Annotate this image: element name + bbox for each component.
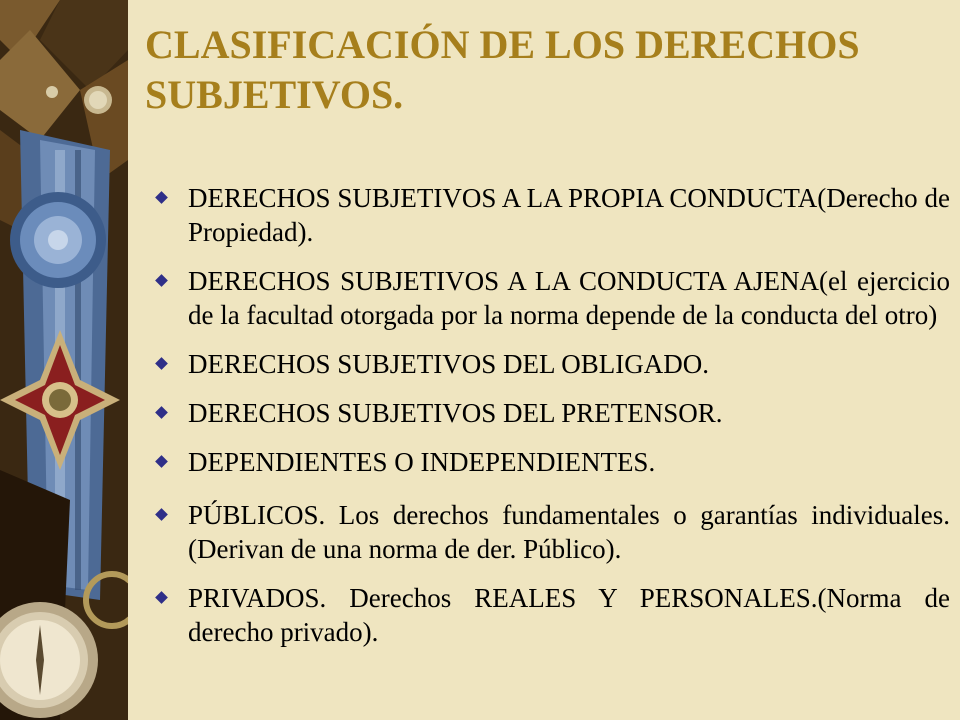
bullet-list: [154, 181, 950, 649]
bullet-item: [154, 581, 950, 649]
diamond-bullet-icon: [154, 445, 188, 479]
bullet-text: DERECHOS SUBJETIVOS DEL PRETENSOR.: [188, 398, 723, 428]
diamond-bullet-icon: [154, 396, 188, 430]
bullet-text: DEPENDIENTES O INDEPENDIENTES.: [188, 447, 656, 477]
diamond-bullet-icon: [154, 581, 188, 615]
bullet-item: [154, 396, 950, 430]
bullet-item: [154, 445, 950, 479]
bullet-item: [154, 498, 950, 566]
diamond-bullet-icon: [154, 498, 188, 532]
bullet-item: [154, 264, 950, 332]
diamond-bullet-icon: [154, 264, 188, 298]
diamond-bullet-icon: [154, 347, 188, 381]
decorative-medal-image: [0, 0, 128, 720]
slide-title: CLASIFICACIÓN DE LOS DERECHOS SUBJETIVOS.: [145, 22, 860, 117]
bullet-text: PÚBLICOS. Los derechos fundamentales o garantías individuales.(Derivan de una norma de der. Público).: [188, 500, 950, 564]
bullet-text: PRIVADOS. Derechos REALES Y PERSONALES.(Norma de derecho privado).: [188, 583, 950, 647]
bullet-item: [154, 347, 950, 381]
bullet-text: DERECHOS SUBJETIVOS A LA PROPIA CONDUCTA(Derecho de Propiedad).: [188, 183, 950, 247]
bullet-text: DERECHOS SUBJETIVOS A LA CONDUCTA AJENA(el ejercicio de la facultad otorgada por la norma depende de la conducta del otro): [188, 266, 950, 330]
slide-content: [128, 0, 960, 720]
bullet-text: DERECHOS SUBJETIVOS DEL OBLIGADO.: [188, 349, 710, 379]
bullet-item: [154, 181, 950, 249]
diamond-bullet-icon: [154, 181, 188, 215]
